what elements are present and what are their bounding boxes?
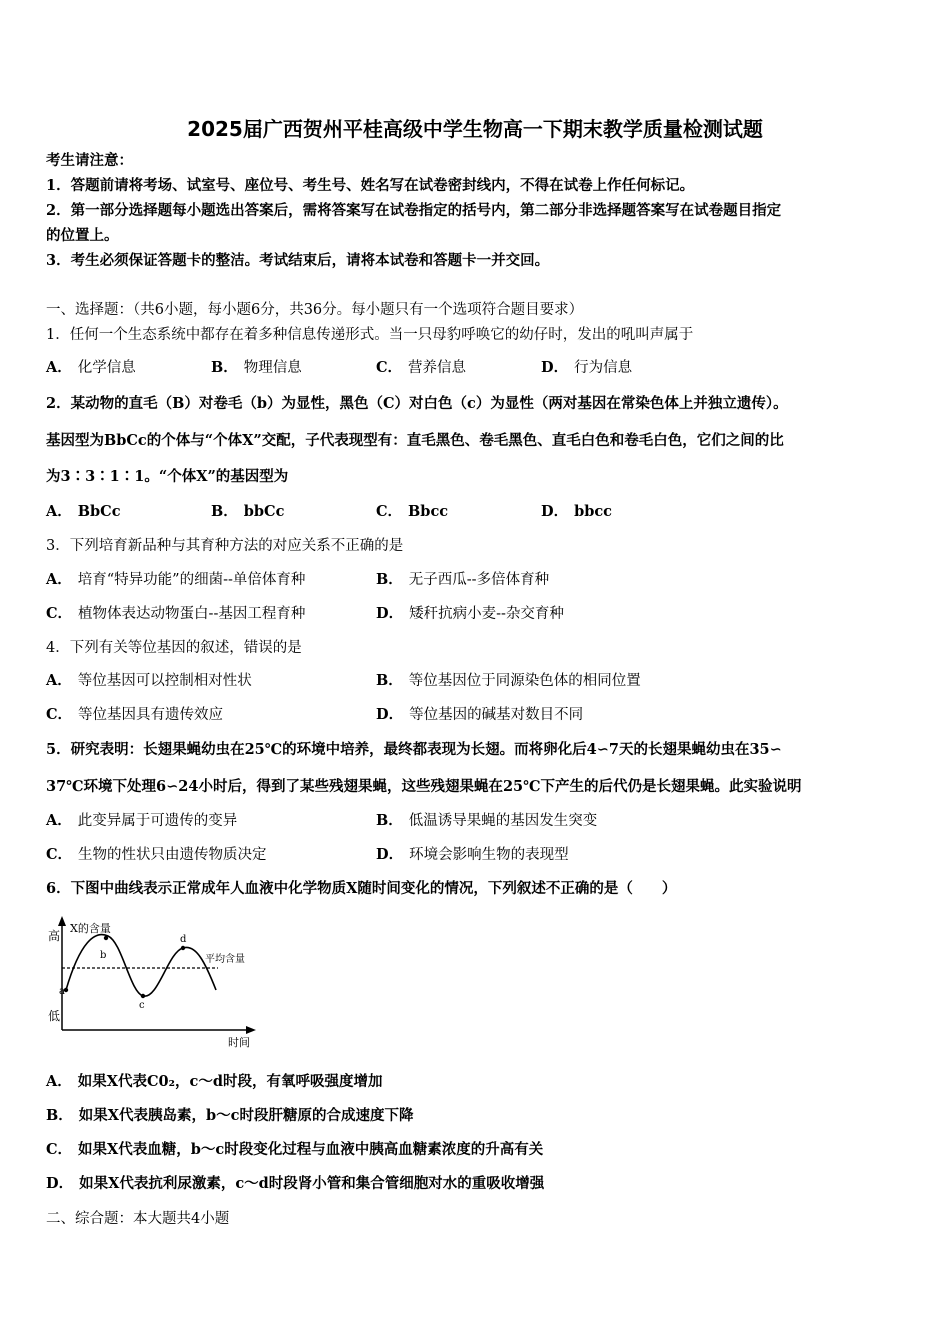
option-text: Bbcc (408, 503, 449, 520)
option-text: 生物的性状只由遗传物质决定 (78, 847, 267, 863)
point-c-label: c (139, 1000, 145, 1011)
option-label: A． (46, 812, 72, 829)
y-axis-label: X的含量 (70, 922, 111, 935)
option-text: 此变异属于可遗传的变异 (77, 813, 238, 829)
q6-option-c[interactable] (46, 1140, 543, 1160)
y-axis-arrow (58, 916, 66, 926)
q5-option-a[interactable] (46, 811, 237, 831)
point-a-label: a (59, 986, 65, 997)
option-text: 如果X代表C0₂，c～d时段，有氧呼吸强度增加 (77, 1073, 383, 1090)
q4-option-a[interactable] (46, 671, 252, 691)
q4-option-d[interactable] (376, 705, 583, 725)
option-label: C． (46, 846, 73, 863)
option-text: 植物体表达动物蛋白--基因工程育种 (78, 606, 306, 622)
option-text: bbcc (574, 503, 613, 520)
option-label: D． (541, 359, 569, 376)
option-text: 低温诱导果蝇的基因发生突变 (408, 813, 598, 829)
q6-option-a[interactable] (46, 1072, 382, 1092)
x-content-curve (66, 935, 216, 997)
notice-item-1: 1．答题前请将考场、试室号、座位号、考生号、姓名写在试卷密封线内，不得在试卷上作任何标记。 (46, 177, 695, 194)
option-text: 环境会影响生物的表现型 (409, 847, 569, 863)
option-text: 化学信息 (77, 360, 136, 376)
option-text: 等位基因可以控制相对性状 (77, 673, 252, 689)
q4-option-b[interactable] (376, 671, 641, 691)
q6-stem: 6．下图中曲线表示正常成年人血液中化学物质X随时间变化的情况，下列叙述不正确的是（ ） (46, 880, 677, 897)
option-label: A． (46, 503, 72, 520)
option-text: 等位基因位于同源染色体的相同位置 (408, 673, 641, 689)
option-text: 如果X代表胰岛素，b～c时段肝糖原的合成速度下降 (78, 1107, 414, 1124)
option-label: A． (46, 359, 72, 376)
q3-option-c[interactable] (46, 604, 305, 624)
q6-option-d[interactable] (46, 1174, 544, 1194)
option-label: D． (541, 503, 569, 520)
option-text: BbCc (77, 503, 121, 520)
section-2-heading: 二、综合题：本大题共4小题 (46, 1211, 230, 1227)
notice-item-2-cont: 的位置上。 (46, 227, 119, 244)
q6-option-b[interactable] (46, 1106, 413, 1126)
option-text: 矮秆抗病小麦--杂交育种 (409, 606, 564, 622)
q5-option-b[interactable] (376, 811, 597, 831)
q3-option-b[interactable] (376, 570, 549, 590)
page-title: 2025届广西贺州平桂高级中学生物高一下期末教学质量检测试题 (187, 117, 763, 141)
x-axis-arrow (246, 1026, 256, 1034)
y-low-label: 低 (48, 1009, 61, 1023)
q5-stem-line-2: 37℃环境下处理6∽24小时后，得到了某些残翅果蝇，这些残翅果蝇在25℃下产生的后代仍是长翅果蝇。此实验说明 (46, 778, 802, 795)
option-text: 无子西瓜--多倍体育种 (408, 572, 550, 588)
q3-stem: 3．下列培育新品种与其育种方法的对应关系不正确的是 (46, 538, 404, 554)
x-axis-label: 时间 (228, 1036, 250, 1049)
q3-option-a[interactable] (46, 570, 305, 590)
option-label: D． (46, 1175, 74, 1192)
point-b (104, 936, 108, 940)
q1-option-d[interactable] (541, 358, 632, 378)
q5-option-c[interactable] (46, 845, 267, 865)
option-text: 培育“特异功能”的细菌--单倍体育种 (77, 572, 306, 588)
q4-option-c[interactable] (46, 705, 223, 725)
q1-option-a[interactable] (46, 358, 136, 378)
option-text: 等位基因的碱基对数目不同 (409, 707, 584, 723)
option-text: 营养信息 (408, 360, 467, 376)
option-label: B． (46, 1107, 73, 1124)
q4-stem: 4．下列有关等位基因的叙述，错误的是 (46, 640, 302, 656)
point-c (141, 994, 145, 998)
option-text: 行为信息 (574, 360, 633, 376)
q3-option-d[interactable] (376, 604, 564, 624)
y-high-label: 高 (48, 929, 61, 943)
option-label: D． (376, 706, 404, 723)
option-label: B． (376, 812, 403, 829)
point-d-label: d (180, 934, 187, 945)
option-text: 如果X代表血糖，b～c时段变化过程与血液中胰高血糖素浓度的升高有关 (78, 1141, 544, 1158)
section-1-heading: 一、选择题：（共6小题，每小题6分，共36分。每小题只有一个选项符合题目要求） (46, 302, 584, 318)
q2-stem-line-1: 2．某动物的直毛（B）对卷毛（b）为显性，黑色（C）对白色（c）为显性（两对基因在常染色体上并独立遗传）。 (46, 395, 788, 412)
option-text: 物理信息 (243, 360, 302, 376)
q2-option-b[interactable] (211, 502, 284, 522)
option-label: D． (376, 846, 404, 863)
q5-stem-line-1: 5．研究表明：长翅果蝇幼虫在25℃的环境中培养，最终都表现为长翅。而将卵化后4∽7天的长翅果蝇幼虫在35∽ (46, 741, 782, 758)
option-label: B． (211, 503, 238, 520)
option-label: C． (46, 605, 73, 622)
point-b-label: b (100, 950, 107, 961)
q2-stem-line-2: 基因型为BbCc的个体与“个体X”交配，子代表现型有：直毛黑色、卷毛黑色、直毛白色和卷毛白色，它们之间的比 (46, 432, 784, 449)
q2-option-d[interactable] (541, 502, 612, 522)
option-label: C． (46, 1141, 73, 1158)
q2-option-a[interactable] (46, 502, 121, 522)
average-label: 平均含量 (205, 954, 245, 965)
q2-option-c[interactable] (376, 502, 448, 522)
option-label: C． (376, 359, 403, 376)
option-text: bbCc (243, 503, 285, 520)
q6-figure (40, 912, 270, 1052)
q1-stem: 1．任何一个生态系统中都存在着多种信息传递形式。当一只母豹呼唤它的幼仔时，发出的吼叫声属于 (46, 327, 694, 343)
notice-item-2: 2．第一部分选择题每小题选出答案后，需将答案写在试卷指定的括号内，第二部分非选择题答案写在试卷题目指定 (46, 202, 782, 219)
q5-option-d[interactable] (376, 845, 569, 865)
q1-option-b[interactable] (211, 358, 302, 378)
option-label: D． (376, 605, 404, 622)
option-label: A． (46, 672, 72, 689)
option-label: C． (376, 503, 403, 520)
point-d (181, 946, 185, 950)
option-label: B． (376, 571, 403, 588)
option-label: A． (46, 1073, 72, 1090)
q1-option-c[interactable] (376, 358, 466, 378)
option-text: 如果X代表抗利尿激素，c～d时段肾小管和集合管细胞对水的重吸收增强 (79, 1175, 545, 1192)
option-label: B． (376, 672, 403, 689)
option-label: C． (46, 706, 73, 723)
notice-item-3: 3．考生必须保证答题卡的整洁。考试结束后，请将本试卷和答题卡一并交回。 (46, 252, 550, 269)
notice-heading: 考生请注意： (46, 152, 133, 169)
option-label: A． (46, 571, 72, 588)
q2-stem-line-3: 为3∶3∶1∶1。“个体X”的基因型为 (46, 468, 289, 485)
option-text: 等位基因具有遗传效应 (78, 707, 224, 723)
option-label: B． (211, 359, 238, 376)
